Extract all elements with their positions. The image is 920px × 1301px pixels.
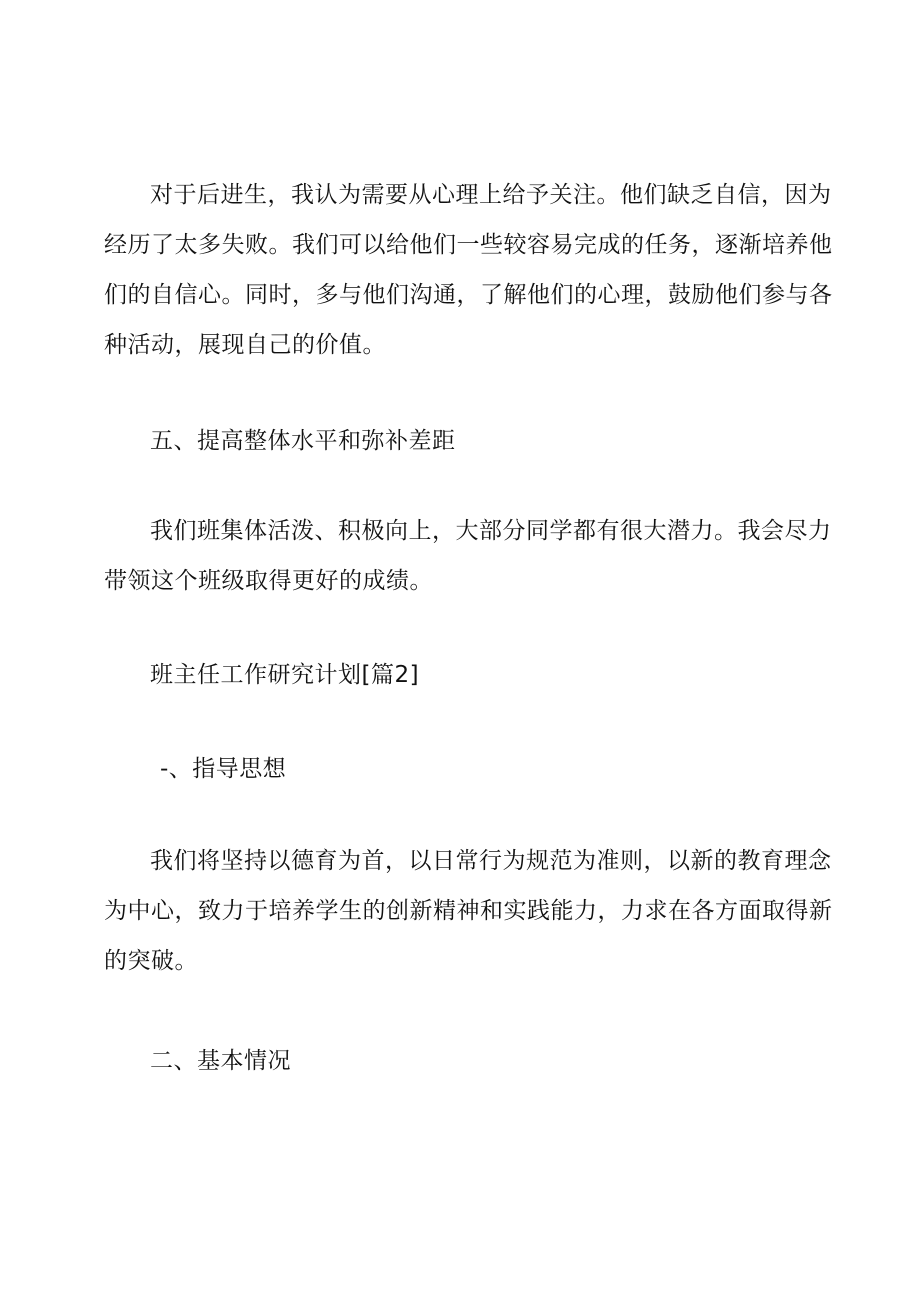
paragraph-line: 种活动，展现自己的价值。 bbox=[104, 332, 386, 358]
paragraph-line: 对于后进生，我认为需要从心理上给予关注。他们缺乏自信，因为 bbox=[150, 182, 832, 208]
section-heading-2: 二、基本情况 bbox=[150, 1048, 291, 1074]
section-heading-5: 五、提高整体水平和弥补差距 bbox=[150, 428, 456, 454]
article-title: 班主任工作研究计划[篇2] bbox=[150, 662, 420, 688]
paragraph-line: 为中心，致力于培养学生的创新精神和实践能力，力求在各方面取得新 bbox=[104, 898, 833, 924]
paragraph-line: 经历了太多失败。我们可以给他们一些较容易完成的任务，逐渐培养他 bbox=[104, 232, 833, 258]
paragraph-line: 带领这个班级取得更好的成绩。 bbox=[104, 568, 433, 594]
paragraph-class-potential bbox=[104, 506, 832, 606]
paragraph-line: 们的自信心。同时，多与他们沟通，了解他们的心理，鼓励他们参与各 bbox=[104, 282, 833, 308]
paragraph-line: 的突破。 bbox=[104, 948, 198, 974]
paragraph-line: 我们班集体活泼、积极向上，大部分同学都有很大潜力。我会尽力 bbox=[150, 518, 832, 544]
section-heading-1: -、指导思想 bbox=[160, 756, 287, 782]
paragraph-line: 我们将坚持以德育为首，以日常行为规范为准则，以新的教育理念 bbox=[150, 848, 832, 874]
paragraph-guiding-ideology bbox=[104, 836, 833, 986]
paragraph-struggling-students bbox=[104, 170, 833, 370]
